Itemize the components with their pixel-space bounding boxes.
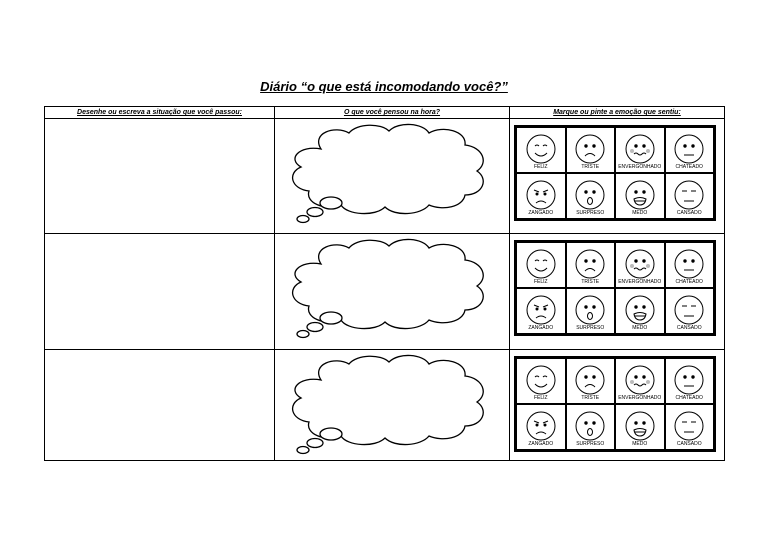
situation-cell[interactable]: [45, 234, 275, 350]
emotion-label: CANSADO: [676, 325, 702, 331]
emotion-zangado[interactable]: [516, 288, 566, 334]
emotion-label: FELIZ: [533, 164, 548, 170]
diary-table: [44, 106, 725, 461]
emotion-chateado[interactable]: [665, 358, 715, 404]
face-icon: [573, 409, 607, 443]
face-icon: [623, 178, 657, 212]
emotion-chateado[interactable]: [665, 242, 715, 288]
emotion-grid: [514, 356, 716, 452]
face-icon: [672, 409, 706, 443]
emotion-surpreso[interactable]: [566, 404, 616, 450]
emotion-grid: [514, 240, 716, 336]
emotion-label: TRISTE: [581, 279, 600, 285]
emotion-label: TRISTE: [581, 395, 600, 401]
emotion-label: CANSADO: [676, 210, 702, 216]
emotion-grid: [514, 125, 716, 221]
header-situation: Desenhe ou escreva a situação que você passou:: [45, 107, 275, 119]
face-icon: [672, 178, 706, 212]
emotion-cansado[interactable]: [665, 288, 715, 334]
emotion-envergonhado[interactable]: [615, 127, 665, 173]
emotion-label: CHATEADO: [675, 395, 703, 401]
face-icon: [524, 247, 558, 281]
face-icon: [524, 409, 558, 443]
diary-row: [45, 350, 725, 461]
emotion-cell[interactable]: [510, 119, 725, 234]
emotion-label: ZANGADO: [528, 210, 554, 216]
face-icon: [623, 132, 657, 166]
emotion-cansado[interactable]: [665, 404, 715, 450]
face-icon: [672, 132, 706, 166]
emotion-medo[interactable]: [615, 173, 665, 219]
emotion-label: ENVERGONHADO: [618, 279, 662, 285]
thought-cell[interactable]: [275, 234, 510, 350]
header-row: [45, 107, 725, 119]
emotion-label: FELIZ: [533, 395, 548, 401]
face-icon: [623, 409, 657, 443]
emotion-surpreso[interactable]: [566, 173, 616, 219]
face-icon: [524, 293, 558, 327]
thought-cell[interactable]: [275, 119, 510, 234]
emotion-cell[interactable]: [510, 234, 725, 350]
emotion-label: CHATEADO: [675, 279, 703, 285]
face-icon: [573, 363, 607, 397]
face-icon: [573, 178, 607, 212]
face-icon: [573, 247, 607, 281]
emotion-label: SURPRESO: [576, 325, 605, 331]
emotion-label: ZANGADO: [528, 441, 554, 447]
situation-cell[interactable]: [45, 119, 275, 234]
face-icon: [672, 247, 706, 281]
face-icon: [524, 132, 558, 166]
face-icon: [623, 363, 657, 397]
emotion-envergonhado[interactable]: [615, 242, 665, 288]
emotion-label: TRISTE: [581, 164, 600, 170]
emotion-label: CANSADO: [676, 441, 702, 447]
emotion-label: ZANGADO: [528, 325, 554, 331]
situation-cell[interactable]: [45, 350, 275, 461]
emotion-feliz[interactable]: [516, 242, 566, 288]
header-emotion: Marque ou pinte a emoção que sentiu:: [510, 107, 725, 119]
face-icon: [672, 293, 706, 327]
emotion-label: ENVERGONHADO: [618, 395, 662, 401]
face-icon: [524, 363, 558, 397]
emotion-cell[interactable]: [510, 350, 725, 461]
emotion-medo[interactable]: [615, 404, 665, 450]
emotion-triste[interactable]: [566, 242, 616, 288]
face-icon: [573, 293, 607, 327]
thought-cloud: [283, 234, 503, 346]
emotion-triste[interactable]: [566, 127, 616, 173]
emotion-label: SURPRESO: [576, 441, 605, 447]
face-icon: [623, 247, 657, 281]
emotion-label: MEDO: [632, 325, 648, 331]
emotion-label: CHATEADO: [675, 164, 703, 170]
emotion-zangado[interactable]: [516, 404, 566, 450]
emotion-cansado[interactable]: [665, 173, 715, 219]
header-thought: O que você pensou na hora?: [275, 107, 510, 119]
face-icon: [524, 178, 558, 212]
emotion-medo[interactable]: [615, 288, 665, 334]
emotion-surpreso[interactable]: [566, 288, 616, 334]
emotion-zangado[interactable]: [516, 173, 566, 219]
emotion-label: FELIZ: [533, 279, 548, 285]
thought-cloud: [283, 350, 503, 462]
thought-cell[interactable]: [275, 350, 510, 461]
face-icon: [573, 132, 607, 166]
emotion-label: ENVERGONHADO: [618, 164, 662, 170]
emotion-feliz[interactable]: [516, 358, 566, 404]
emotion-label: MEDO: [632, 210, 648, 216]
diary-row: [45, 234, 725, 350]
thought-cloud: [283, 119, 503, 231]
face-icon: [623, 293, 657, 327]
diary-row: [45, 119, 725, 234]
emotion-triste[interactable]: [566, 358, 616, 404]
face-icon: [672, 363, 706, 397]
emotion-envergonhado[interactable]: [615, 358, 665, 404]
emotion-chateado[interactable]: [665, 127, 715, 173]
page-title: Diário “o que está incomodando você?”: [260, 79, 508, 94]
emotion-feliz[interactable]: [516, 127, 566, 173]
emotion-label: MEDO: [632, 441, 648, 447]
emotion-label: SURPRESO: [576, 210, 605, 216]
